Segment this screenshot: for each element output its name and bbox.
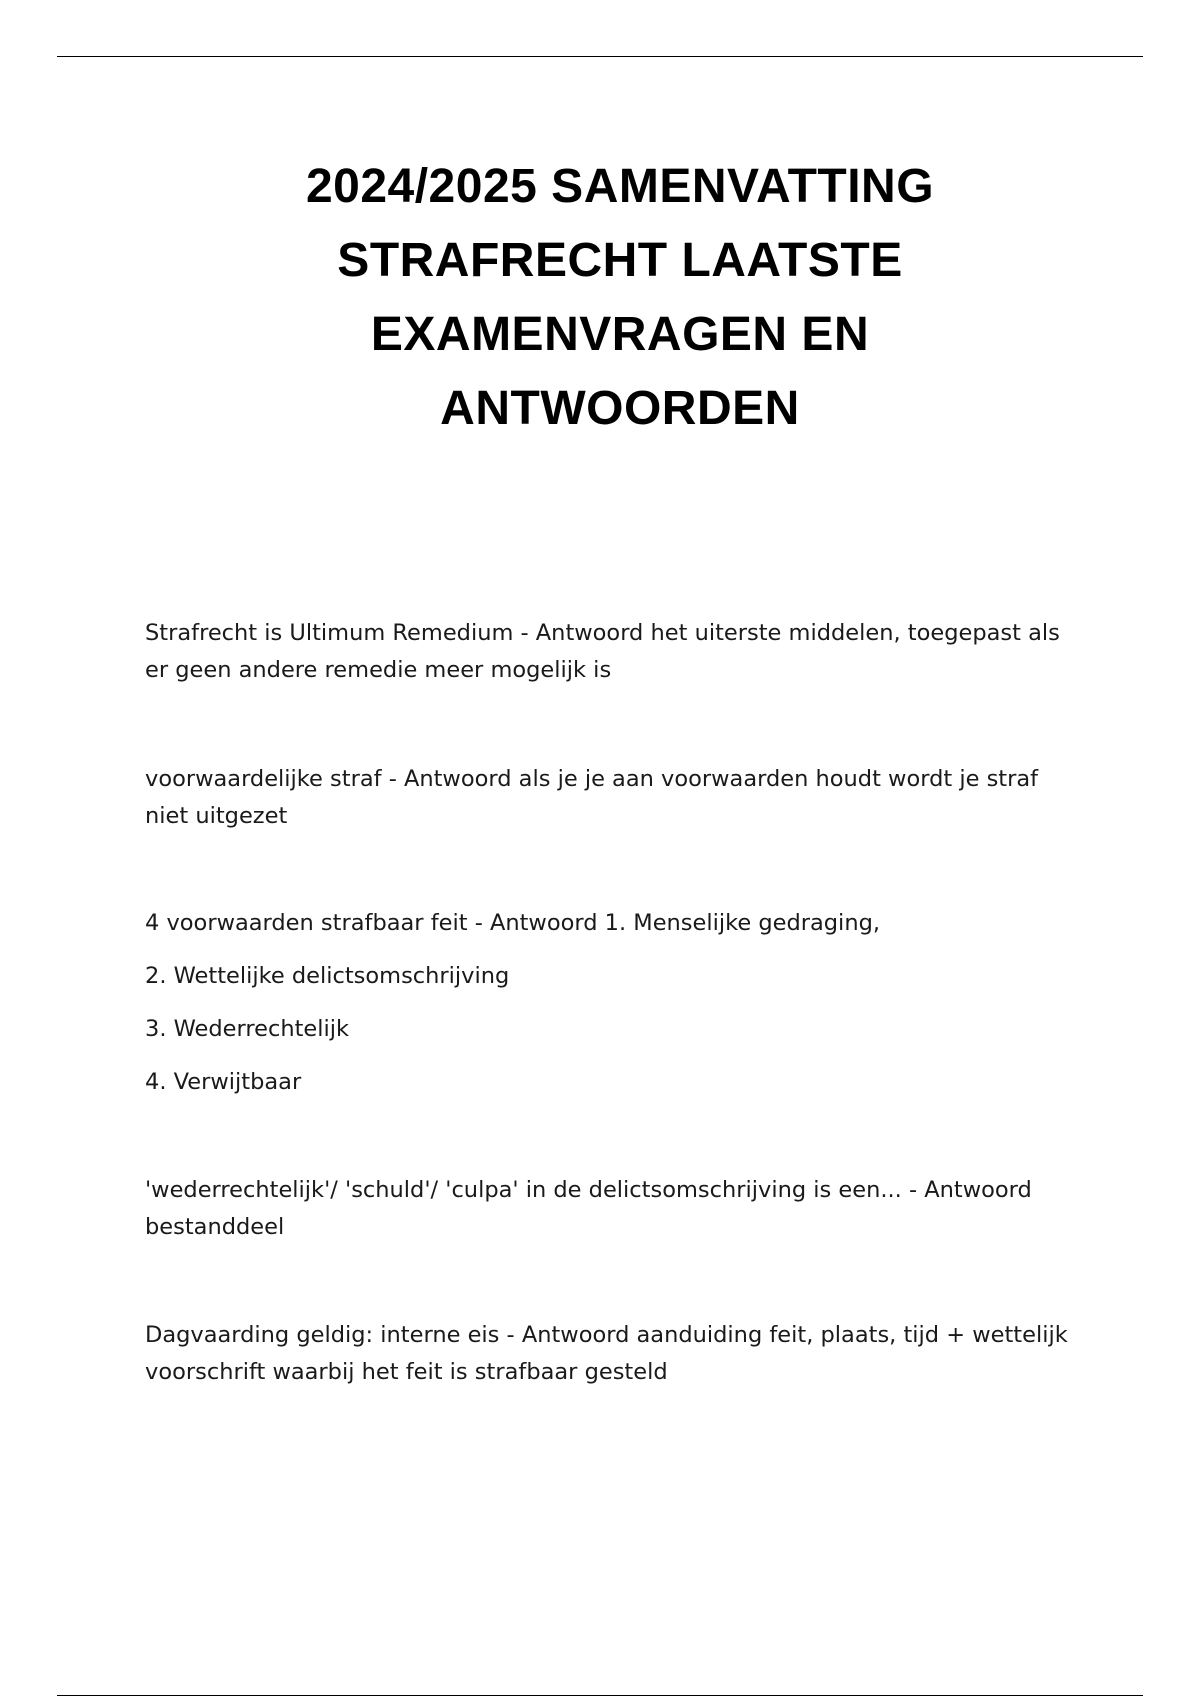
qa-item-voorwaarden-strafbaar-feit: 4 voorwaarden strafbaar feit - Antwoord 1. Menselijke gedraging, <box>145 910 881 936</box>
qa-item-ultimum-remedium: Strafrecht is Ultimum Remedium - Antwoord het uiterste middelen, toegepast als er geen andere remedie meer mogelijk is <box>145 620 1060 683</box>
top-rule <box>57 56 1143 57</box>
list-item: 4. Verwijtbaar <box>145 1069 302 1095</box>
document-title <box>140 150 1100 446</box>
title-line-1: 2024/2025 SAMENVATTING <box>305 160 935 213</box>
bottom-rule <box>57 1695 1143 1696</box>
title-line-3: EXAMENVRAGEN EN <box>370 308 870 361</box>
list-item: 3. Wederrechtelijk <box>145 1016 350 1042</box>
title-line-4: ANTWOORDEN <box>440 382 800 435</box>
qa-item-voorwaardelijke-straf: voorwaardelijke straf - Antwoord als je je aan voorwaarden houdt wordt je straf niet uitgezet <box>145 766 1039 829</box>
qa-item-dagvaarding: Dagvaarding geldig: interne eis - Antwoord aanduiding feit, plaats, tijd + wettelijk voorschrift waarbij het feit is strafbaar gesteld <box>145 1322 1068 1385</box>
qa-item-bestanddeel: 'wederrechtelijk'/ 'schuld'/ 'culpa' in de delictsomschrijving is een... - Antwoord bestanddeel <box>145 1177 1032 1240</box>
title-line-2: STRAFRECHT LAATSTE <box>337 234 903 287</box>
list-item: 2. Wettelijke delictsomschrijving <box>145 963 510 989</box>
